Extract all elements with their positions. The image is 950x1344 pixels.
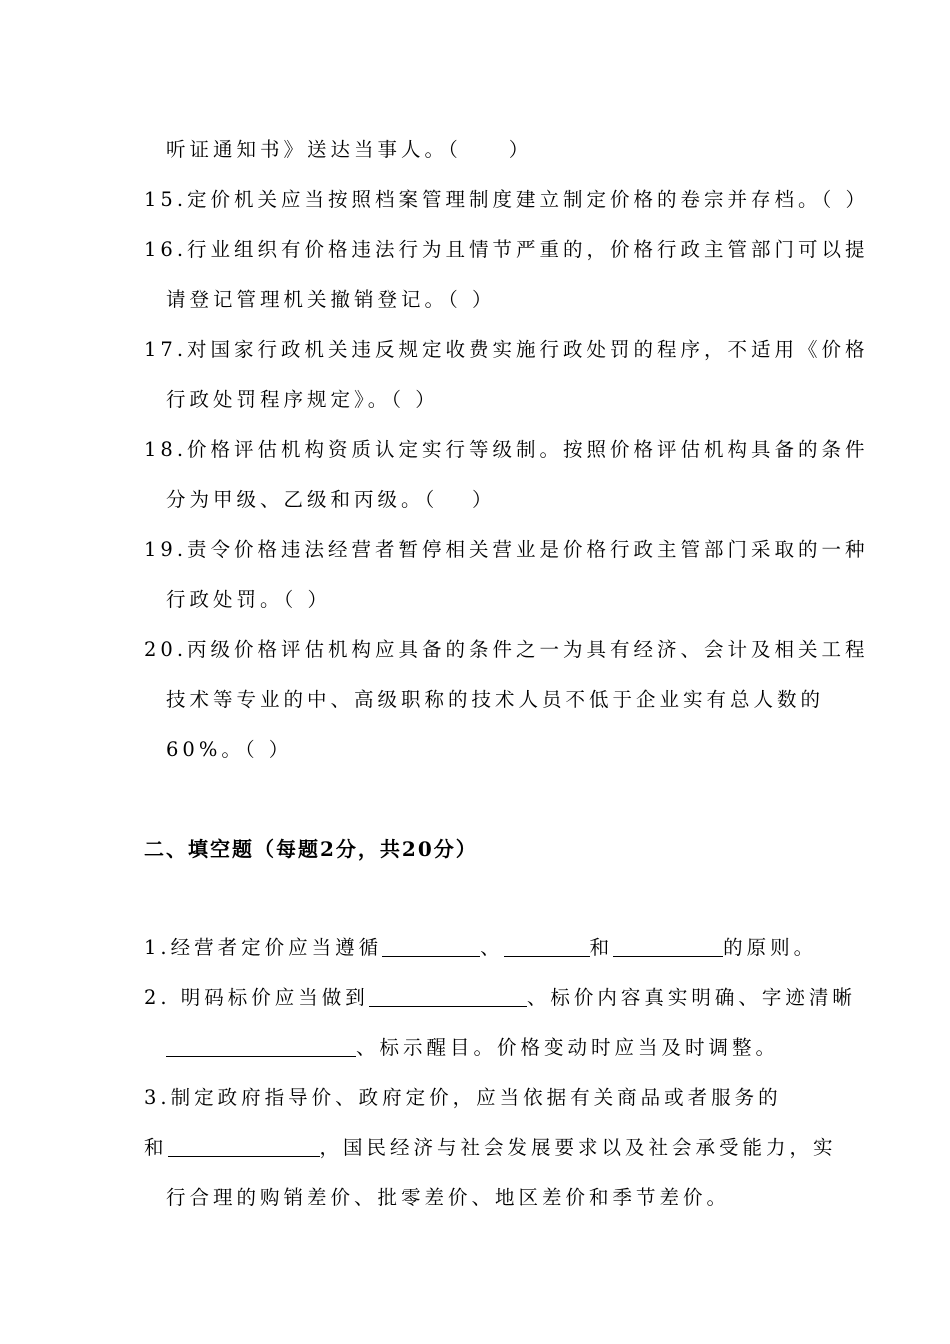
- fill-blank[interactable]: [168, 1136, 320, 1157]
- tf-q20-line3: 60%。（ ）: [166, 738, 293, 761]
- tf-q20-line2: 技术等专业的中、高级职称的技术人员不低于企业实有总人数的: [166, 688, 825, 711]
- section-heading: 二、填空题（每题2分，共20分）: [144, 837, 478, 861]
- fill-q3-text-b: 和: [144, 1136, 168, 1159]
- tf-q17-line1: 17.对国家行政机关违反规定收费实施行政处罚的程序，不适用《价格: [144, 338, 869, 361]
- fill-q3-line1: 3.制定政府指导价、政府定价，应当依据有关商品或者服务的: [144, 1086, 782, 1109]
- tf-q14-continuation: 听证通知书》送达当事人。（ ）: [166, 138, 533, 161]
- fill-q2-line1: [144, 985, 856, 1011]
- fill-q1-text-a: 1.经营者定价应当遵循: [144, 936, 383, 959]
- tf-q19-line1: 19.责令价格违法经营者暂停相关营业是价格行政主管部门采取的一种: [144, 538, 869, 561]
- tf-q16-line1: 16.行业组织有价格违法行为且情节严重的，价格行政主管部门可以提: [144, 238, 869, 261]
- fill-blank[interactable]: [504, 936, 590, 957]
- fill-q1: [144, 935, 817, 961]
- fill-q3-text-c: ，国民经济与社会发展要求以及社会承受能力，实: [319, 1136, 837, 1159]
- fill-blank[interactable]: [613, 936, 723, 957]
- fill-q1-text-b: 、: [480, 936, 504, 959]
- tf-q15: 15.定价机关应当按照档案管理制度建立制定价格的卷宗并存档。（ ）: [144, 188, 869, 211]
- fill-q2-text-b: 、标价内容真实明确、字迹清晰: [526, 986, 856, 1009]
- fill-blank[interactable]: [382, 936, 480, 957]
- fill-q3-line3: 行合理的购销差价、批零差价、地区差价和季节差价。: [166, 1186, 731, 1209]
- tf-q20-line1: 20.丙级价格评估机构应具备的条件之一为具有经济、会计及相关工程: [144, 638, 869, 661]
- fill-q2-line2: [166, 1035, 779, 1061]
- tf-q16-line2: 请登记管理机关撤销登记。（ ）: [166, 288, 496, 311]
- fill-q2-text-c: 、标示醒目。价格变动时应当及时调整。: [356, 1036, 780, 1059]
- fill-q3-line2: [144, 1135, 837, 1161]
- fill-q2-text-a: 2. 明码标价应当做到: [144, 986, 369, 1009]
- tf-q18-line1: 18.价格评估机构资质认定实行等级制。按照价格评估机构具备的条件: [144, 438, 869, 461]
- fill-q1-text-d: 的原则。: [723, 936, 818, 959]
- tf-q19-line2: 行政处罚。（ ）: [166, 588, 331, 611]
- tf-q17-line2: 行政处罚程序规定》。（ ）: [166, 388, 439, 411]
- tf-q18-line2: 分为甲级、乙级和丙级。（ ）: [166, 488, 496, 511]
- fill-blank[interactable]: [369, 986, 527, 1007]
- fill-q1-text-c: 和: [589, 936, 614, 959]
- fill-blank[interactable]: [166, 1036, 356, 1057]
